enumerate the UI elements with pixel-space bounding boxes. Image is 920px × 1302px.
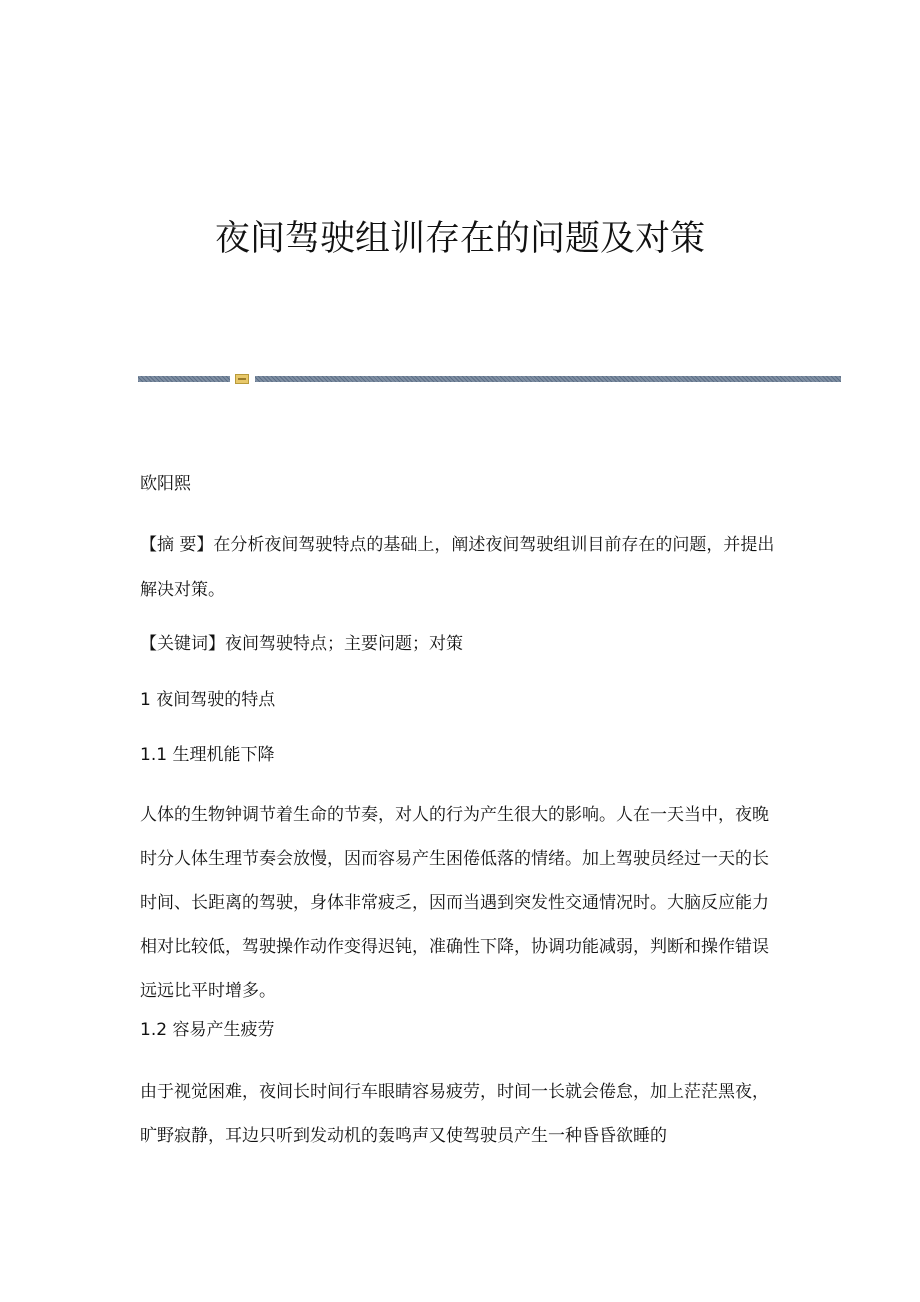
keywords: 【关键词】夜间驾驶特点；主要问题；对策 bbox=[140, 634, 463, 654]
section-heading-1: 1 夜间驾驶的特点 bbox=[140, 690, 276, 710]
document-title: 夜间驾驶组训存在的问题及对策 bbox=[214, 219, 705, 259]
section-1-2-paragraph: 由于视觉困难，夜间长时间行车眼睛容易疲劳，时间一长就会倦怠，加上茫茫黑夜，旷野寂静，耳边只听到发动机的轰鸣声又使驾驶员产生一种昏昏欲睡的 bbox=[140, 1082, 769, 1146]
section-heading-1-2: 1.2 容易产生疲劳 bbox=[140, 1020, 275, 1040]
divider-bar-right bbox=[255, 376, 841, 382]
abstract: 【摘 要】在分析夜间驾驶特点的基础上，阐述夜间驾驶组训目前存在的问题，并提出解决对策。 bbox=[140, 535, 775, 600]
section-1-1-paragraph: 人体的生物钟调节着生命的节奏，对人的行为产生很大的影响。人在一天当中，夜晚时分人体生理节奏会放慢，因而容易产生困倦低落的情绪。加上驾驶员经过一天的长时间、长距离的驾驶，身体非常疲乏，因而当遇到突发性交通情况时。大脑反应能力相对比较低，驾驶操作动作变得迟钝，准确性下降，协调功能减弱，判断和操作错误远远比平时增多。 bbox=[140, 805, 769, 1001]
author-name: 欧阳熙 bbox=[140, 474, 191, 494]
section-heading-1-1: 1.1 生理机能下降 bbox=[140, 745, 275, 765]
divider-bar-left bbox=[138, 376, 230, 382]
divider-ornament-icon bbox=[235, 374, 249, 384]
title-divider bbox=[138, 374, 841, 384]
